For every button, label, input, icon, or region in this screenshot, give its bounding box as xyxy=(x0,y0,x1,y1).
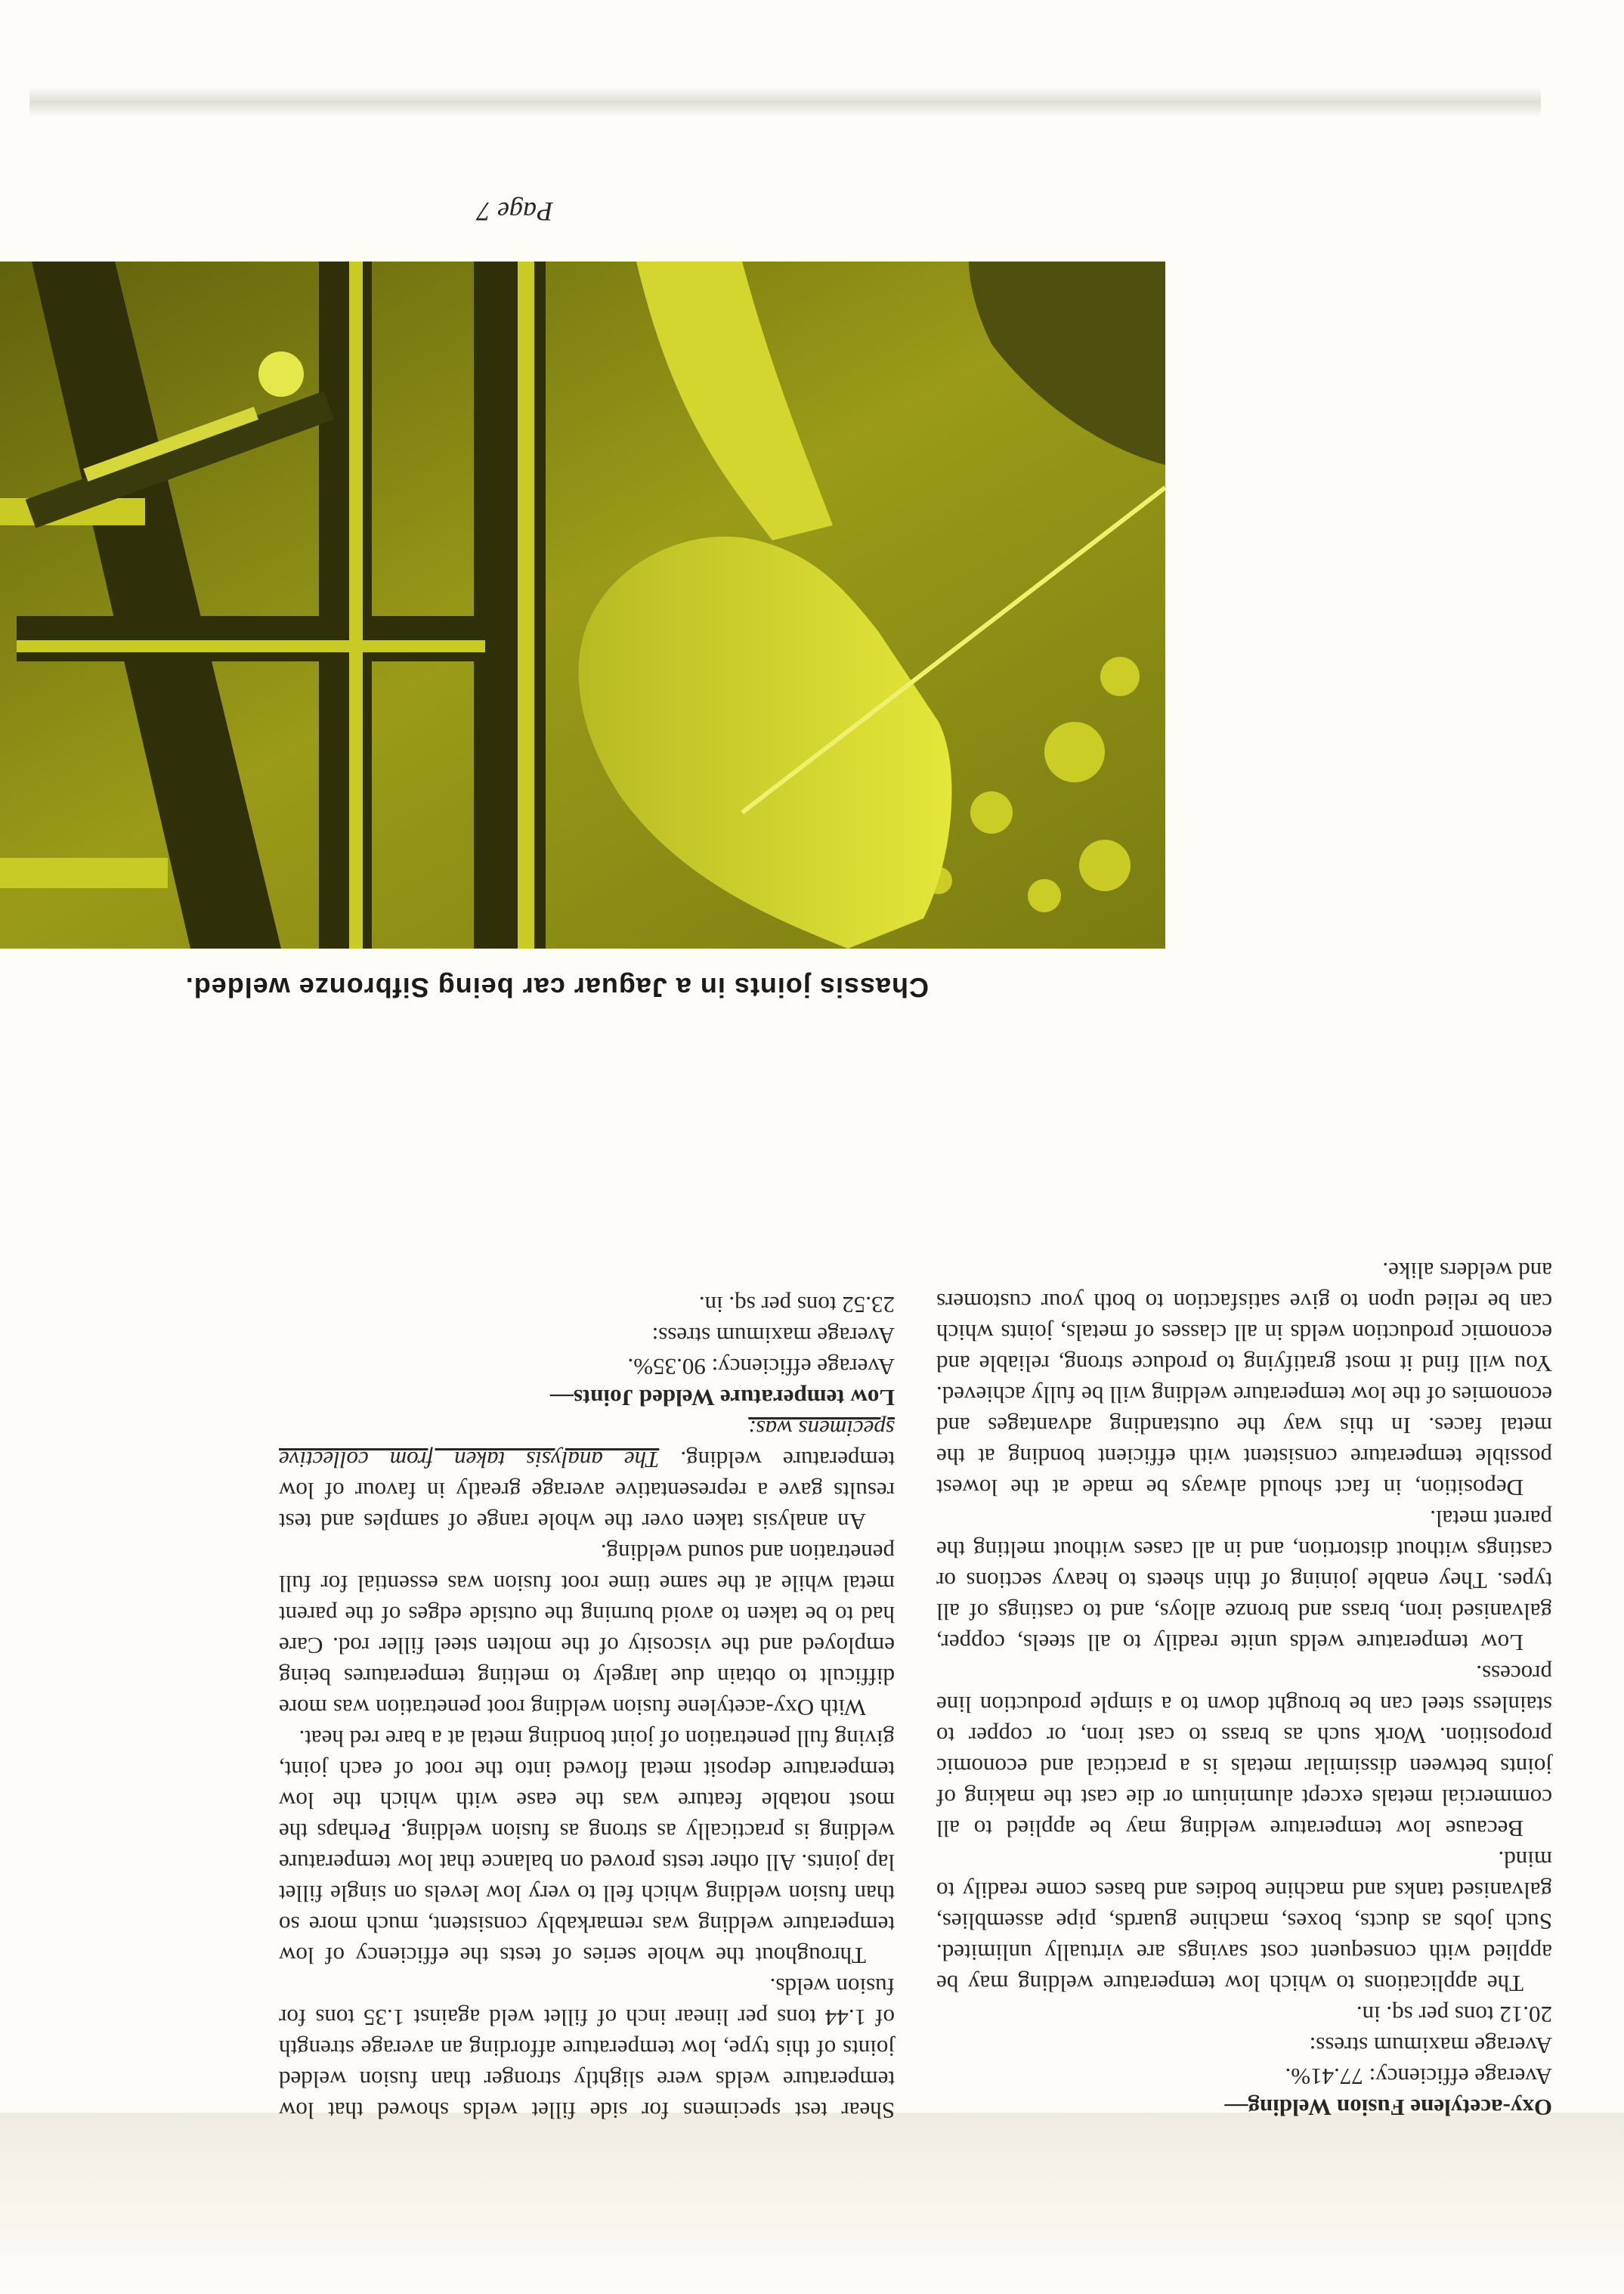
subsection xyxy=(279,1382,895,1413)
right-column xyxy=(936,1255,1552,2123)
stat-max-label: Average maximum stress: xyxy=(651,1323,895,1349)
paragraph: Low temperature welds unite readily to all steels, copper, galvanised iron, brass and bronze alloys, and to castings of all types. They enable joining of thin sheets to heavy sections or castings without distortion, and in all cases without melting the parent metal. xyxy=(936,1506,1552,1656)
paragraph-italic: The analysis taken from collective specimens was: xyxy=(278,1416,895,1473)
paragraph: The applications to which low temperature welding may be applied with consequent cost savings are virtually unlimited. Such jobs as ducts, boxes, machine guards, pipe assemblies, galvanised tanks and machine bodies and bases come readily to mind. xyxy=(936,1847,1552,1997)
stat-max-value: 20.12 tons per sq. in. xyxy=(1356,2001,1552,2028)
paragraph-text: An analysis taken over the whole range of samples and test results gave a representative average greatly in favour of low temperature welding. xyxy=(279,1447,895,1535)
paragraph: Shear test specimens for side fillet welds showed that low temperature welds were slightly stronger than fusion welded joints of this type, low temperature affording an average strength of 1.44 tons per linear inch of fillet weld against 1.35 tons for fusion welds. xyxy=(279,1974,895,2124)
paragraph xyxy=(279,1413,895,1537)
section-heading: Low temperature Welded Joints— xyxy=(549,1385,895,1411)
paragraph: Because low temperature welding may be applied to all commercial metals except aluminium or die cast the making of joints between dissimilar metals is a practical and economic proposition. Work such as brass to cast iron, or copper to stainless steel can be brought down to a simple production line process. xyxy=(936,1661,1552,1842)
photo-caption: Chassis joints in a Jaguar car being Sifbronze welded. xyxy=(184,972,929,1003)
stat-max-value: 23.52 tons per sq. in. xyxy=(698,1292,895,1318)
stat-efficiency: Average efficiency: 77.41%. xyxy=(1285,2063,1552,2090)
page-shadow-strip xyxy=(0,2113,1624,2294)
section-heading: Oxy-acetylene Fusion Welding— xyxy=(1224,2094,1552,2121)
scan-artifact xyxy=(29,87,1541,117)
photo-image xyxy=(0,262,1165,949)
subsection xyxy=(936,2092,1552,2123)
paragraph: Throughout the whole series of tests the efficiency of low temperature welding was remarkably consistent, much more so than fusion welding which fell to very low levels on single fillet lap joints. All other tests proved on balance that low temperature welding is practically as strong as fusion welding. Perhaps the most notable feature was the ease with which the low temperature deposit metal flowed into the root of each joint, giving full penetration of joint bonding metal at a bare red heat. xyxy=(279,1726,895,1969)
paragraph: With Oxy-acetylene fusion welding root penetration was more difficult to obtain due largely to melting temperatures being employed and the viscosity of the molten steel filler rod. Care had to be taken to avoid burning the outside edges of the parent metal while at the same time root fusion was essential for full penetration and sound welding. xyxy=(279,1540,895,1721)
photo-chassis-welding xyxy=(0,262,1165,949)
left-column xyxy=(279,1289,895,2126)
page-number: Page 7 xyxy=(477,197,553,227)
stat-efficiency: Average efficiency: 90.35%. xyxy=(627,1354,895,1380)
paragraph: Deposition, in fact should always be made at the lowest possible temperature consistent with efficient bonding at the metal faces. In this way the outstanding advantages and economies of the low temperature welding will be fully achieved. You will find it most gratifying to produce strong, reliable and economic production welds in all classes of metals, joints which can be relied upon to give satisfaction to both your customers and welders alike. xyxy=(936,1258,1552,1501)
stat-max-label: Average maximum stress: xyxy=(1309,2032,1552,2059)
